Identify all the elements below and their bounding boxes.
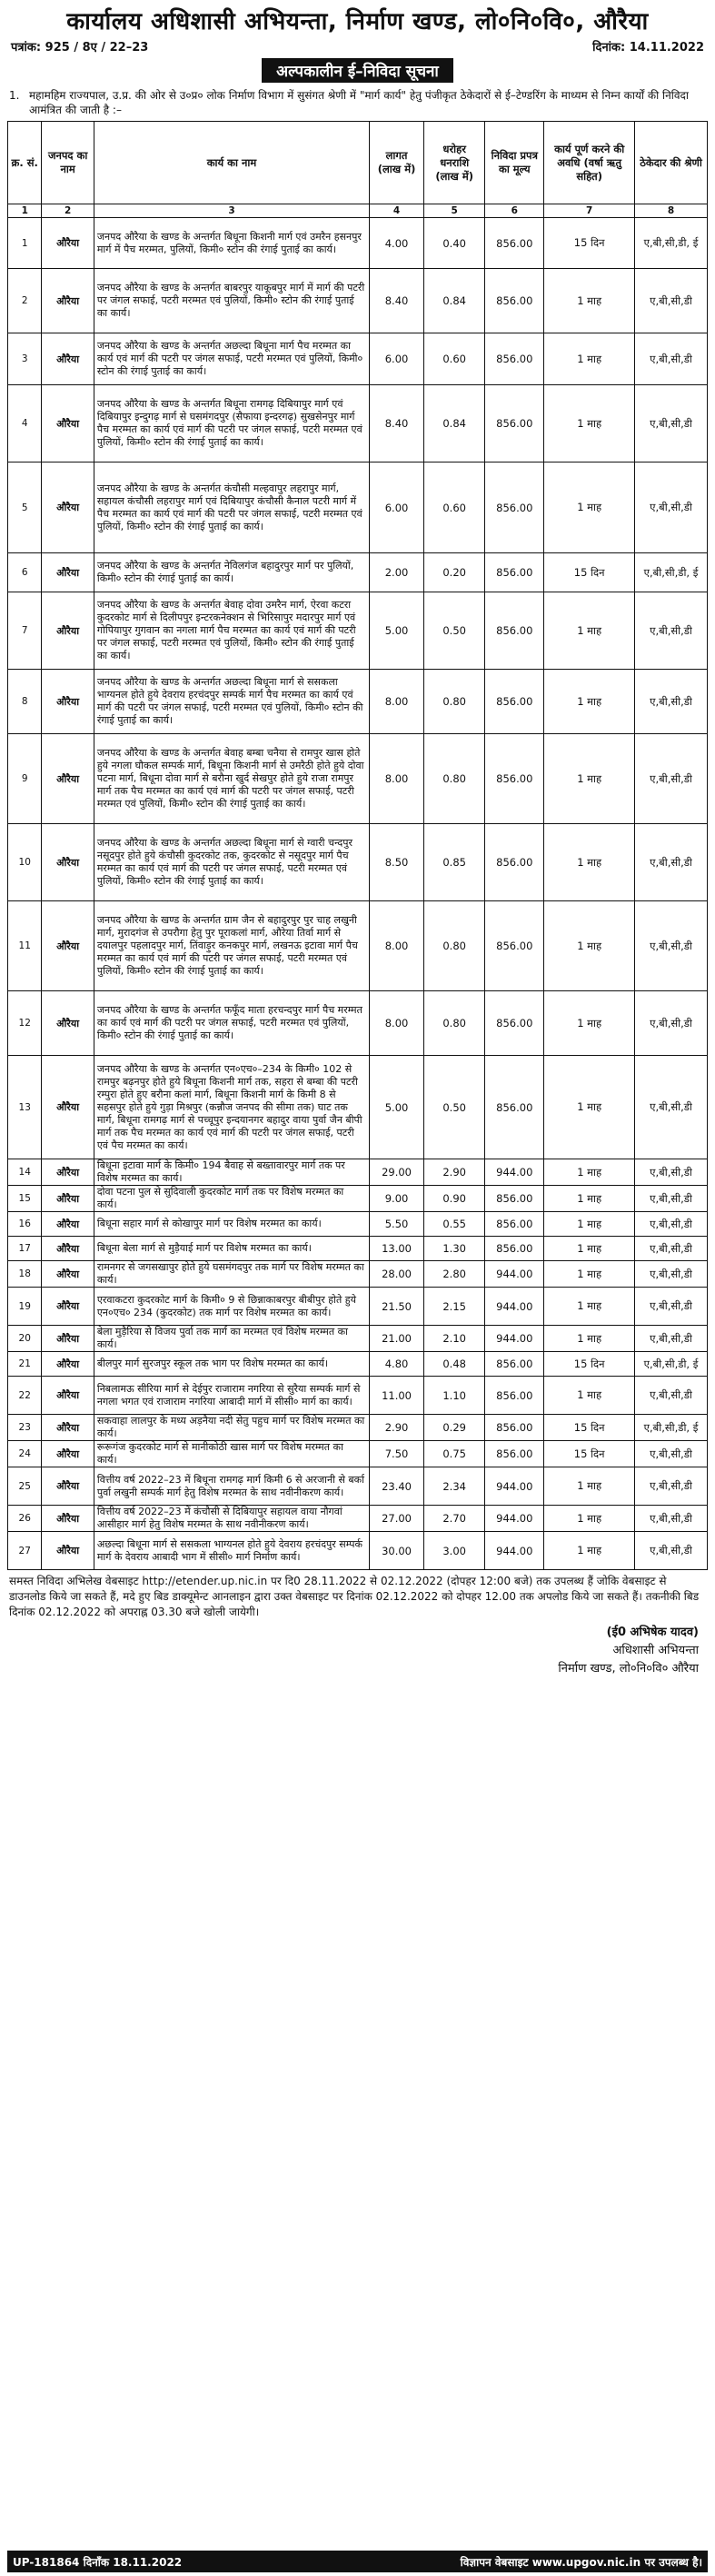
- row-serial: 23: [8, 1415, 42, 1441]
- tender-rows: [8, 218, 708, 1570]
- row-serial: 19: [8, 1288, 42, 1326]
- row-serial: 8: [8, 670, 42, 734]
- row-period: 1 माह: [544, 1212, 635, 1237]
- column-number: 8: [635, 204, 708, 218]
- row-form-fee: 856.00: [485, 991, 544, 1056]
- row-period: 1 माह: [544, 1506, 635, 1532]
- table-row: [8, 385, 708, 462]
- row-serial: 24: [8, 1441, 42, 1467]
- row-contractor-class: ए,बी,सी,डी: [635, 1159, 708, 1186]
- publication-bar: [7, 2551, 708, 2572]
- row-cost: 5.00: [370, 1056, 424, 1159]
- table-row: [8, 734, 708, 824]
- row-form-fee: 944.00: [485, 1261, 544, 1288]
- row-work-name: बिधूना इटावा मार्ग के किमी० 194 बैवाह से बख्तावारपुर मार्ग तक पर विशेष मरम्मत का कार्य।: [94, 1159, 369, 1186]
- row-contractor-class: ए,बी,सी,डी: [635, 1288, 708, 1326]
- column-number: 4: [370, 204, 424, 218]
- row-district: औरैया: [42, 1441, 94, 1467]
- row-period: 15 दिन: [544, 553, 635, 592]
- header-serial: क्र. सं.: [8, 122, 42, 204]
- row-form-fee: 944.00: [485, 1288, 544, 1326]
- row-form-fee: 944.00: [485, 1159, 544, 1186]
- row-serial: 22: [8, 1377, 42, 1415]
- row-contractor-class: ए,बी,सी,डी: [635, 462, 708, 553]
- row-form-fee: 856.00: [485, 1237, 544, 1261]
- row-district: औरैया: [42, 1415, 94, 1441]
- row-form-fee: 856.00: [485, 1352, 544, 1377]
- row-cost: 8.40: [370, 385, 424, 462]
- column-number: 3: [94, 204, 369, 218]
- row-cost: 23.40: [370, 1467, 424, 1506]
- row-work-name: अछल्दा बिधूना मार्ग से ससकला भाग्यनल होते हुये देवराय हरचंदपुर सम्पर्क मार्ग के देवराय आबादी भाग में सीसी० मार्ग निर्माण कार्य।: [94, 1532, 369, 1570]
- row-cost: 4.00: [370, 218, 424, 269]
- row-emd: 0.80: [423, 901, 484, 991]
- row-form-fee: 856.00: [485, 824, 544, 901]
- row-period: 1 माह: [544, 1532, 635, 1570]
- row-form-fee: 856.00: [485, 269, 544, 333]
- row-contractor-class: ए,बी,सी,डी: [635, 1056, 708, 1159]
- row-cost: 8.00: [370, 734, 424, 824]
- row-form-fee: 856.00: [485, 462, 544, 553]
- row-work-name: जनपद औरैया के खण्ड के अन्तर्गत बेवाह बम्बा चनैया से रामपुर खास होते हुये नगला घौकल सम्पर्क मार्ग, बिधूना किशनी मार्ग से उमरैठी होते हुये दोवा पटना मार्ग, बिधूना दोवा मार्ग से बरौना खुर्द सेखपुर होते हुये राजा रामपुर मार्ग तक पैच मरम्मत का कार्य एवं मार्ग की पटरी पर जंगल सफाई, पटरी मरम्मत एवं पुलियों, किमी० स्टोन की रंगाई पुताई का कार्य।: [94, 734, 369, 824]
- column-number: 1: [8, 204, 42, 218]
- row-emd: 2.80: [423, 1261, 484, 1288]
- row-contractor-class: ए,बी,सी,डी: [635, 1377, 708, 1415]
- row-emd: 2.90: [423, 1159, 484, 1186]
- row-period: 1 माह: [544, 1326, 635, 1352]
- row-contractor-class: ए,बी,सी,डी: [635, 901, 708, 991]
- column-number: 5: [423, 204, 484, 218]
- row-emd: 0.40: [423, 218, 484, 269]
- row-district: औरैया: [42, 218, 94, 269]
- row-district: औरैया: [42, 1237, 94, 1261]
- row-serial: 13: [8, 1056, 42, 1159]
- row-contractor-class: ए,बी,सी,डी: [635, 1506, 708, 1532]
- row-emd: 0.50: [423, 1056, 484, 1159]
- intro-text: महामहिम राज्यपाल, उ.प्र. की ओर से उ०प्र० लोक निर्माण विभाग में सुसंगत श्रेणी में "मार्ग कार्य" हेतु पंजीकृत ठेकेदारों से ई–टेण्डरिंग के माध्यम से निम्न कार्यों की निविदा आमंत्रित की जाती है :–: [29, 89, 690, 116]
- table-row: [8, 824, 708, 901]
- row-work-name: जनपद औरैया के खण्ड के अन्तर्गत बिधूना किशनी मार्ग एवं उमरैन हसनपुर मार्ग में पैच मरम्मत, पुलियों, किमी० स्टोन की रंगाई पुताई का कार्य।: [94, 218, 369, 269]
- row-work-name: बीलपुर मार्ग सुरजपुर स्कूल तक भाग पर विशेष मरम्मत का कार्य।: [94, 1352, 369, 1377]
- row-district: औरैया: [42, 1159, 94, 1186]
- table-row: [8, 269, 708, 333]
- row-form-fee: 856.00: [485, 1056, 544, 1159]
- row-contractor-class: ए,बी,सी,डी, ई: [635, 218, 708, 269]
- row-form-fee: 856.00: [485, 1212, 544, 1237]
- row-cost: 27.00: [370, 1506, 424, 1532]
- row-emd: 0.84: [423, 385, 484, 462]
- row-form-fee: 856.00: [485, 333, 544, 385]
- row-emd: 0.80: [423, 734, 484, 824]
- row-district: औरैया: [42, 553, 94, 592]
- header-period: कार्य पूर्ण करने की अवधि (वर्षा ऋतु सहित): [544, 122, 635, 204]
- row-district: औरैया: [42, 1261, 94, 1288]
- row-contractor-class: ए,बी,सी,डी: [635, 333, 708, 385]
- row-district: औरैया: [42, 901, 94, 991]
- row-district: औरैया: [42, 592, 94, 670]
- row-cost: 8.50: [370, 824, 424, 901]
- tender-table: [7, 121, 708, 1570]
- row-serial: 18: [8, 1261, 42, 1288]
- row-district: औरैया: [42, 734, 94, 824]
- table-row: [8, 1415, 708, 1441]
- row-serial: 16: [8, 1212, 42, 1237]
- row-period: 1 माह: [544, 1288, 635, 1326]
- row-cost: 29.00: [370, 1159, 424, 1186]
- row-contractor-class: ए,बी,सी,डी: [635, 592, 708, 670]
- row-serial: 10: [8, 824, 42, 901]
- row-period: 15 दिन: [544, 1415, 635, 1441]
- row-period: 1 माह: [544, 1056, 635, 1159]
- row-serial: 3: [8, 333, 42, 385]
- row-work-name: एरवाकटरा कुदरकोट मार्ग के किमी० 9 से छिन्नाकाबरपुर बीबीपुर होते हुये एन०एच० 234 (कुदरकोट) तक मार्ग पर विशेष मरम्मत का कार्य।: [94, 1288, 369, 1326]
- row-period: 1 माह: [544, 824, 635, 901]
- row-form-fee: 856.00: [485, 734, 544, 824]
- row-contractor-class: ए,बी,सी,डी: [635, 1441, 708, 1467]
- row-work-name: बेला मुड़ैरिया से विजय पुर्वा तक मार्ग का मरम्मत एवं विशेष मरम्मत का कार्य।: [94, 1326, 369, 1352]
- row-contractor-class: ए,बी,सी,डी: [635, 1212, 708, 1237]
- row-form-fee: 856.00: [485, 592, 544, 670]
- row-district: औरैया: [42, 1288, 94, 1326]
- table-row: [8, 1441, 708, 1467]
- row-cost: 2.90: [370, 1415, 424, 1441]
- row-serial: 15: [8, 1186, 42, 1212]
- table-row: [8, 553, 708, 592]
- row-form-fee: 856.00: [485, 218, 544, 269]
- header-form-fee: निविदा प्रपत्र का मूल्य: [485, 122, 544, 204]
- row-cost: 8.00: [370, 901, 424, 991]
- row-period: 1 माह: [544, 1377, 635, 1415]
- row-period: 1 माह: [544, 333, 635, 385]
- row-work-name: दोवा पटना पुल से सुदिवाली कुदरकोट मार्ग तक पर विशेष मरम्मत का कार्य।: [94, 1186, 369, 1212]
- row-emd: 2.10: [423, 1326, 484, 1352]
- notice-title-bar: [7, 58, 708, 83]
- table-row: [8, 592, 708, 670]
- row-emd: 0.50: [423, 592, 484, 670]
- row-emd: 1.30: [423, 1237, 484, 1261]
- table-row: [8, 1377, 708, 1415]
- row-work-name: रामनगर से जगसखापुर होते हुये घसमंगदपुर तक मार्ग पर विशेष मरम्मत का कार्य।: [94, 1261, 369, 1288]
- table-row: [8, 1212, 708, 1237]
- row-serial: 7: [8, 592, 42, 670]
- column-number: 7: [544, 204, 635, 218]
- table-row: [8, 1056, 708, 1159]
- row-cost: 4.80: [370, 1352, 424, 1377]
- signature-block: [7, 1624, 699, 1678]
- row-work-name: जनपद औरैया के खण्ड के अन्तर्गत फफूँद माता हरचन्दपुर मार्ग पैच मरम्मत का कार्य एवं मार्ग की पटरी पर जंगल सफाई, पटरी मरम्मत एवं पुलियों, किमी० स्टोन की रंगाई पुताई का कार्य।: [94, 991, 369, 1056]
- row-serial: 1: [8, 218, 42, 269]
- header-cost: लागत (लाख में): [370, 122, 424, 204]
- row-district: औरैया: [42, 462, 94, 553]
- header-district: जनपद का नाम: [42, 122, 94, 204]
- row-contractor-class: ए,बी,सी,डी: [635, 269, 708, 333]
- row-district: औरैया: [42, 1352, 94, 1377]
- row-district: औरैया: [42, 1212, 94, 1237]
- row-serial: 6: [8, 553, 42, 592]
- column-number: 6: [485, 204, 544, 218]
- row-work-name: जनपद औरैया के खण्ड के अन्तर्गत अछल्दा बिधूना मार्ग पैच मरम्मत का कार्य एवं मार्ग की पटरी पर जंगल सफाई, पटरी मरम्मत एवं पुलियों, किमी० स्टोन की रंगाई पुताई का कार्य।: [94, 333, 369, 385]
- row-work-name: जनपद औरैया के खण्ड के अन्तर्गत नेविलगंज बहादुरपुर मार्ग पर पुलियों, किमी० स्टोन की रंगाई पुताई का कार्य।: [94, 553, 369, 592]
- row-period: 1 माह: [544, 269, 635, 333]
- row-form-fee: 856.00: [485, 553, 544, 592]
- table-row: [8, 670, 708, 734]
- row-form-fee: 944.00: [485, 1532, 544, 1570]
- table-row: [8, 901, 708, 991]
- notice-title: अल्पकालीन ई–निविदा सूचना: [262, 58, 453, 83]
- table-row: [8, 1326, 708, 1352]
- row-emd: 1.10: [423, 1377, 484, 1415]
- row-cost: 6.00: [370, 333, 424, 385]
- row-period: 15 दिन: [544, 1441, 635, 1467]
- row-form-fee: 944.00: [485, 1326, 544, 1352]
- row-form-fee: 856.00: [485, 385, 544, 462]
- row-emd: 0.60: [423, 333, 484, 385]
- signer-name: (ई0 अभिषेक यादव): [606, 1626, 699, 1639]
- row-cost: 30.00: [370, 1532, 424, 1570]
- row-contractor-class: ए,बी,सी,डी, ई: [635, 1415, 708, 1441]
- row-form-fee: 856.00: [485, 1186, 544, 1212]
- row-form-fee: 944.00: [485, 1506, 544, 1532]
- row-emd: 0.55: [423, 1212, 484, 1237]
- row-district: औरैया: [42, 1532, 94, 1570]
- reference-number: [11, 38, 148, 55]
- row-district: औरैया: [42, 1467, 94, 1506]
- row-period: 15 दिन: [544, 218, 635, 269]
- row-serial: 17: [8, 1237, 42, 1261]
- row-emd: 0.60: [423, 462, 484, 553]
- intro-paragraph: [9, 88, 706, 117]
- row-contractor-class: ए,बी,सी,डी: [635, 1261, 708, 1288]
- notice-date: [592, 38, 704, 55]
- row-emd: 0.80: [423, 991, 484, 1056]
- footer-notice-text: समस्त निविदा अभिलेख वेबसाइट http://etender.up.nic.in पर दि0 28.11.2022 से 02.12.2022 (दोपहर 12:00 बजे) तक उपलब्ध हैं जोकि वेबसाइट से डाउनलोड किये जा सकते हैं, मदे हुए बिड डाक्यूमेन्ट आनलाइन द्वारा उक्त वेबसाइट पर दिनांक 02.12.2022 को दोपहर 12.00 तक अपलोड किये जा सकते हैं। तकनीकी बिड दिनांक 02.12.2022 को अपराह्न 03.30 बजे खोली जायेगी।: [9, 1575, 700, 1618]
- table-row: [8, 333, 708, 385]
- row-district: औरैया: [42, 670, 94, 734]
- row-contractor-class: ए,बी,सी,डी: [635, 734, 708, 824]
- row-cost: 28.00: [370, 1261, 424, 1288]
- row-cost: 9.00: [370, 1186, 424, 1212]
- row-cost: 6.00: [370, 462, 424, 553]
- row-emd: 2.15: [423, 1288, 484, 1326]
- row-emd: 0.48: [423, 1352, 484, 1377]
- row-emd: 0.29: [423, 1415, 484, 1441]
- row-period: 1 माह: [544, 734, 635, 824]
- row-work-name: सकवाहा लालपुर के मध्य अड़नैया नदी सेतु पहुच मार्ग पर विशेष मरम्मत का कार्य।: [94, 1415, 369, 1441]
- row-contractor-class: ए,बी,सी,डी, ई: [635, 1352, 708, 1377]
- row-period: 1 माह: [544, 670, 635, 734]
- row-cost: 21.50: [370, 1288, 424, 1326]
- row-cost: 7.50: [370, 1441, 424, 1467]
- reference-label: पत्रांक:: [11, 41, 42, 55]
- row-district: औरैया: [42, 385, 94, 462]
- row-district: औरैया: [42, 1186, 94, 1212]
- row-district: औरैया: [42, 1056, 94, 1159]
- row-cost: 8.40: [370, 269, 424, 333]
- row-work-name: जनपद औरैया के खण्ड के अन्तर्गत एन०एच०–234 के किमी० 102 से रामपुर बढ़नपुर होते हुये बिधूना किशनी मार्ग तक, सहरा से बम्बा की पटरी रम्पुरा होते हुए बरौना कलां मार्ग, बिधूना किशनी मार्ग के किमी 8 से सहसपुर होते हुये गुड़ा मिश्रपुर (कन्नौज जनपद की सीमा तक) घाट तक मार्ग, बिधूना रामगढ़ मार्ग से पच्चूपुर इन्दयानगर बहादुर वाया पुर्वा जैन बीपी मार्ग तक पैच मरम्मत का कार्य एवं मार्ग की पटरी पर जंगल सफाई, पटरी एवं पैच मरम्मत का कार्य।: [94, 1056, 369, 1159]
- row-district: औरैया: [42, 269, 94, 333]
- row-form-fee: 856.00: [485, 670, 544, 734]
- row-work-name: जनपद औरैया के खण्ड के अन्तर्गत बाबरपुर याकूबपुर मार्ग में मार्ग की पटरी पर जंगल सफाई, पटरी मरम्मत एवं पुलियों, किमी० स्टोन की रंगाई पुताई का कार्य।: [94, 269, 369, 333]
- row-form-fee: 856.00: [485, 1415, 544, 1441]
- row-district: औरैया: [42, 991, 94, 1056]
- row-work-name: बिधूना सहार मार्ग से कोखापुर मार्ग पर विशेष मरम्मत का कार्य।: [94, 1212, 369, 1237]
- row-period: 1 माह: [544, 1159, 635, 1186]
- row-serial: 21: [8, 1352, 42, 1377]
- row-work-name: वित्तीय वर्ष 2022–23 में बिधूना रामगढ़ मार्ग किमी 6 से अरजानी से बर्का पुर्वा लखुनी सम्पर्क मार्ग हेतु विशेष मरम्मत के साथ नवीनीकरण कार्य।: [94, 1467, 369, 1506]
- row-period: 1 माह: [544, 991, 635, 1056]
- row-work-name: निबलामऊ सीरिया मार्ग से देईपुर राजाराम नगरिया से सुरैया सम्पर्क मार्ग से नगला भगत एवं राजाराम नगरिया आबादी मार्ग में सीसी० मार्ग का कार्य।: [94, 1377, 369, 1415]
- row-period: 15 दिन: [544, 1352, 635, 1377]
- row-serial: 25: [8, 1467, 42, 1506]
- row-period: 1 माह: [544, 1237, 635, 1261]
- row-contractor-class: ए,बी,सी,डी: [635, 1467, 708, 1506]
- row-period: 1 माह: [544, 1261, 635, 1288]
- row-contractor-class: ए,बी,सी,डी: [635, 1532, 708, 1570]
- row-serial: 5: [8, 462, 42, 553]
- column-number: 2: [42, 204, 94, 218]
- row-serial: 20: [8, 1326, 42, 1352]
- date-label: दिनांक:: [592, 41, 626, 55]
- signer-office: निर्माण खण्ड, लो०नि०वि० औरैया: [558, 1662, 699, 1676]
- table-row: [8, 1159, 708, 1186]
- row-district: औरैया: [42, 333, 94, 385]
- row-serial: 2: [8, 269, 42, 333]
- table-row: [8, 462, 708, 553]
- signer-title: अधिशासी अभियन्ता: [612, 1644, 699, 1657]
- row-cost: 8.00: [370, 991, 424, 1056]
- row-serial: 11: [8, 901, 42, 991]
- table-header-row: [8, 122, 708, 204]
- table-row: [8, 1237, 708, 1261]
- row-work-name: जनपद औरैया के खण्ड के अन्तर्गत अछल्दा बिधूना मार्ग से ग्वारी चन्दपुर नसूदपुर होते हुये कंचौसी कुदरकोट तक, कुदरकोट से नसूदपुर मार्ग पैच मरम्मत का कार्य एवं मार्ग की पटरी पर जंगल सफाई, पटरी मरम्मत एवं पुलियों, किमी० स्टोन की रंगाई पुताई का कार्य।: [94, 824, 369, 901]
- row-contractor-class: ए,बी,सी,डी: [635, 824, 708, 901]
- row-period: 1 माह: [544, 592, 635, 670]
- row-emd: 2.34: [423, 1467, 484, 1506]
- row-emd: 0.90: [423, 1186, 484, 1212]
- row-district: औरैया: [42, 1506, 94, 1532]
- row-cost: 5.50: [370, 1212, 424, 1237]
- row-emd: 0.75: [423, 1441, 484, 1467]
- row-contractor-class: ए,बी,सी,डी: [635, 670, 708, 734]
- row-work-name: जनपद औरैया के खण्ड के अन्तर्गत बिधूना रामगढ़ दिबियापुर मार्ग एवं दिबियापुर इन्दुगढ़ मार्ग से घसमंगदपुर (सैफाया इन्दरगढ़) सुखसेनपुर मार्ग पैच मरम्मत का कार्य एवं मार्ग की पटरी पर जंगल सफाई, पटरी मरम्मत एवं पुलियों, किमी० स्टोन की रंगाई पुताई का कार्य।: [94, 385, 369, 462]
- row-period: 1 माह: [544, 901, 635, 991]
- table-row: [8, 1532, 708, 1570]
- header-contractor-class: ठेकेदार की श्रेणी: [635, 122, 708, 204]
- date-value: 14.11.2022: [629, 41, 704, 55]
- row-work-name: बिधूना बेला मार्ग से मुड़ैयाई मार्ग पर विशेष मरम्मत का कार्य।: [94, 1237, 369, 1261]
- row-form-fee: 856.00: [485, 901, 544, 991]
- column-number-row: [8, 204, 708, 218]
- row-serial: 26: [8, 1506, 42, 1532]
- row-district: औरैया: [42, 824, 94, 901]
- row-contractor-class: ए,बी,सी,डी: [635, 1186, 708, 1212]
- intro-number: 1.: [9, 89, 20, 102]
- row-contractor-class: ए,बी,सी,डी: [635, 1326, 708, 1352]
- row-period: 1 माह: [544, 462, 635, 553]
- publication-ref: UP-181864 दिनाँक 18.11.2022: [13, 2555, 183, 2569]
- row-cost: 21.00: [370, 1326, 424, 1352]
- row-contractor-class: ए,बी,सी,डी: [635, 1237, 708, 1261]
- row-cost: 8.00: [370, 670, 424, 734]
- row-cost: 11.00: [370, 1377, 424, 1415]
- row-serial: 9: [8, 734, 42, 824]
- row-work-name: जनपद औरैया के खण्ड के अन्तर्गत ग्राम जैन से बहादुरपुर पुर चाह लखुनी मार्ग, मुरादगंज से उपरौगा हेतु पुर पूराकलां मार्ग, औरेया तिर्वा मार्ग से दयालपुर पहलादपुर मार्ग, तिंवाड़ुर कनकपुर मार्ग, लखनऊ इटावा मार्ग पैच मरम्मत का कार्य एवं मार्ग की पटरी पर जंगल सफाई, पटरी मरम्मत एवं पुलियों, किमी० स्टोन की रंगाई पुताई का कार्य।: [94, 901, 369, 991]
- row-period: 1 माह: [544, 385, 635, 462]
- row-emd: 0.84: [423, 269, 484, 333]
- header-work-name: कार्य का नाम: [94, 122, 369, 204]
- row-district: औरैया: [42, 1326, 94, 1352]
- row-contractor-class: ए,बी,सी,डी, ई: [635, 553, 708, 592]
- row-emd: 0.20: [423, 553, 484, 592]
- row-contractor-class: ए,बी,सी,डी: [635, 991, 708, 1056]
- row-contractor-class: ए,बी,सी,डी: [635, 385, 708, 462]
- row-cost: 2.00: [370, 553, 424, 592]
- reference-row: [11, 38, 704, 55]
- row-work-name: जनपद औरैया के खण्ड के अन्तर्गत कंचौसी मल्हवापुर लहरापुर मार्ग, सहायल कंचौसी लहरापुर मार्ग एवं दिबियापुर कंचौसी कैनाल पटरी मार्ग में पैच मरम्मत का कार्य एवं मार्ग की पटरी पर जंगल सफाई, पटरी मरम्मत एवं पुलियों, किमी० स्टोन की रंगाई पुताई का कार्य।: [94, 462, 369, 553]
- table-row: [8, 1186, 708, 1212]
- row-emd: 2.70: [423, 1506, 484, 1532]
- row-form-fee: 856.00: [485, 1441, 544, 1467]
- row-period: 1 माह: [544, 1467, 635, 1506]
- row-serial: 14: [8, 1159, 42, 1186]
- publication-website: विज्ञापन वेबसाइट www.upgov.nic.in पर उपलब्ध है।: [460, 2555, 702, 2569]
- row-work-name: जनपद औरैया के खण्ड के अन्तर्गत अछल्दा बिधूना मार्ग से ससकला भाग्यनल होते हुये देवराय हरचंदपुर सम्पर्क मार्ग पैच मरम्मत का कार्य एवं मार्ग की पटरी पर जंगल सफाई, पटरी मरम्मत एवं पुलियों, किमी० स्टोन की रंगाई पुताई का कार्य।: [94, 670, 369, 734]
- row-serial: 12: [8, 991, 42, 1056]
- row-form-fee: 856.00: [485, 1377, 544, 1415]
- row-emd: 0.80: [423, 670, 484, 734]
- office-title: कार्यालय अधिशासी अभियन्ता, निर्माण खण्ड, लो०नि०वि०, औरैया: [66, 8, 649, 35]
- table-row: [8, 1467, 708, 1506]
- row-emd: 0.85: [423, 824, 484, 901]
- header-emd: धरोहर धनराशि (लाख में): [423, 122, 484, 204]
- row-work-name: वित्तीय वर्ष 2022–23 में कंचौसी से दिबियापुर सहायल वाया नौगवां आसीहार मार्ग हेतु विशेष मरम्मत के साथ नवीनीकरण कार्य।: [94, 1506, 369, 1532]
- reference-value: 925 / 8ए / 22–23: [45, 41, 149, 55]
- row-form-fee: 944.00: [485, 1467, 544, 1506]
- table-row: [8, 218, 708, 269]
- row-cost: 5.00: [370, 592, 424, 670]
- row-serial: 27: [8, 1532, 42, 1570]
- row-work-name: जनपद औरैया के खण्ड के अन्तर्गत बेवाह दोवा उमरैन मार्ग, ऐरवा कटरा कुदरकोट मार्ग से दिलीपपुर इन्टरकनेक्शन से भिरिसापुर मदारपुर मार्ग एवं गोपियापुर गुगवान का नगला मार्ग पैच मरम्मत का कार्य एवं मार्ग की पटरी पर जंगल सफाई, पटरी मरम्मत एवं पुलियों, किमी० स्टोन की रंगाई पुताई का कार्य।: [94, 592, 369, 670]
- row-serial: 4: [8, 385, 42, 462]
- table-row: [8, 1352, 708, 1377]
- table-row: [8, 1506, 708, 1532]
- row-emd: 3.00: [423, 1532, 484, 1570]
- row-district: औरैया: [42, 1377, 94, 1415]
- table-row: [8, 991, 708, 1056]
- table-row: [8, 1288, 708, 1326]
- row-period: 1 माह: [544, 1186, 635, 1212]
- table-row: [8, 1261, 708, 1288]
- row-cost: 13.00: [370, 1237, 424, 1261]
- row-work-name: रूरूगंज कुदरकोट मार्ग से मानीकोठी खास मार्ग पर विशेष मरम्मत का कार्य।: [94, 1441, 369, 1467]
